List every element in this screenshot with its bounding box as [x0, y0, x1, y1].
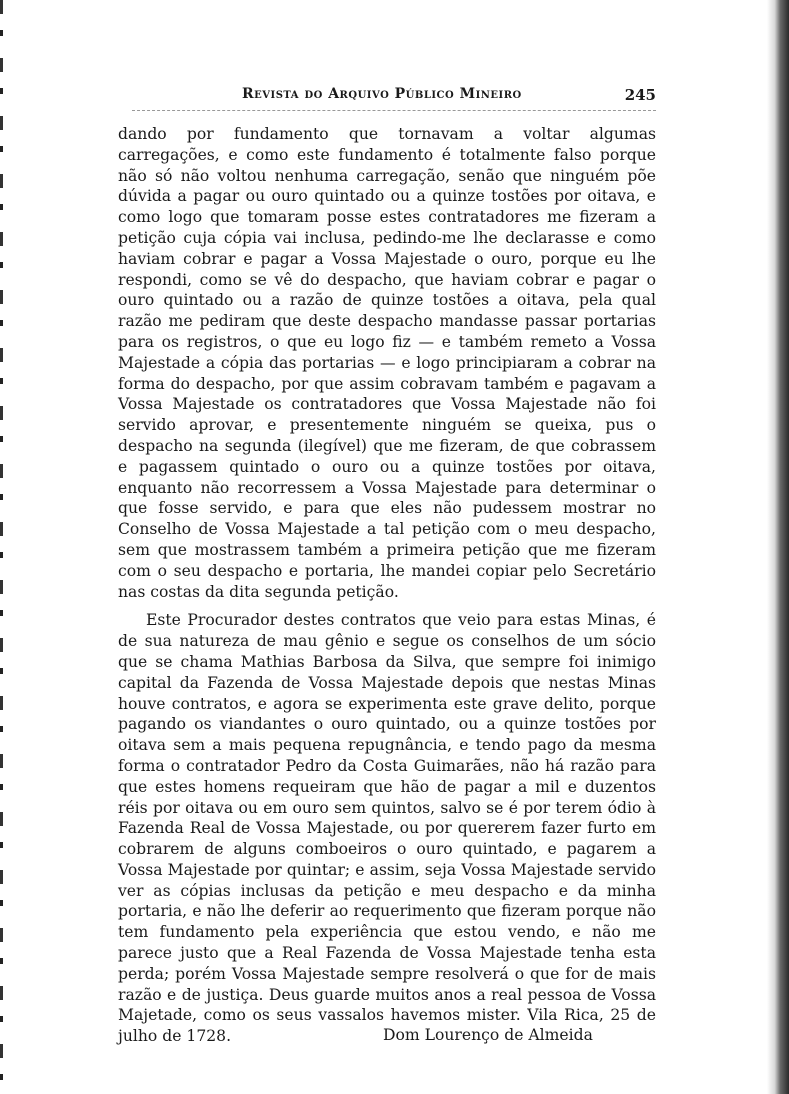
- body-text: [118, 124, 656, 1047]
- paragraph-1: dando por fundamento que tornavam a voltar algumas carregações, e como este fundamento é totalmente falso porque não só não voltou nenhuma carregação, senão que ninguém põe dúvida a pagar ou ouro quintado ou a quinze tostões por oitava, e como logo que tomaram posse estes contratadores me fizeram a petição cuja cópia vai inclusa, pedindo-me lhe declarasse e como haviam cobrar e pagar a Vossa Majestade o ouro, porque eu lhe respondi, como se vê do despacho, que haviam cobrar e pagar o ouro quintado ou a razão de quinze tostões a oitava, pela qual razão me pediram que deste despacho mandasse passar portarias para os registros, o que eu logo fiz — e também remeto a Vossa Majestade a cópia das portarias — e logo principiaram a cobrar na forma do despacho, por que assim cobravam também e pagavam a Vossa Majestade os contratadores que Vossa Majestade não foi servido aprovar, e presentemente ninguém se queixa, pus o despacho na segunda (ilegível) que me fizeram, de que cobrassem e pagassem quintado o ouro ou a quinze tostões por oitava, enquanto não recorressem a Vossa Majestade para determinar o que fosse servido, e para que eles não pudessem mostrar no Conselho de Vossa Majestade a tal petição com o meu despacho, sem que mostrassem também a primeira petição que me fizeram com o seu despacho e portaria, lhe mandei copiar pelo Secretário nas costas da dita segunda petição.: [118, 125, 656, 601]
- running-title: Revista do Arquivo Público Mineiro: [242, 86, 522, 102]
- paragraph-2: Este Procurador destes contratos que veio para estas Minas, é de sua natureza de mau gênio e segue os conselhos de um sócio que se chama Mathias Barbosa da Silva, que sempre foi inimigo capital da Fazenda de Vossa Majestade depois que nestas Minas houve contratos, e agora se experimenta este grave delito, porque pagando os viandantes o ouro quintado, ou a quinze tostões por oitava sem a mais pequena repugnância, e tendo pago da mesma forma o contratador Pedro da Costa Guimarães, não há razão para que estes homens requeiram que hão de pagar a mil e duzentos réis por oitava ou em ouro sem quintos, salvo se é por terem ódio à Fazenda Real de Vossa Majestade, ou por quererem fazer furto em cobrarem de alguns comboeiros o ouro quintado, e pagarem a Vossa Majestade por quintar; e assim, seja Vossa Majestade servido ver as cópias inclusas da petição e meu despacho e da minha portaria, e não lhe deferir ao requerimento que fizeram porque não tem fundamento pela experiência que estou vendo, e não me parece justo que a Real Fazenda de Vossa Majestade tenha esta perda; porém Vossa Majestade sempre resolverá o que for de mais razão e de justiça. Deus guarde muitos anos a real pessoa de Vossa Majetade, como os seus vassalos havemos mister. Vila Rica, 25 de julho de 1728.: [118, 611, 656, 1046]
- scan-left-edge: [0, 0, 3, 1094]
- scan-binding-shadow: [767, 0, 789, 1094]
- signature: Dom Lourenço de Almeida: [383, 1026, 593, 1044]
- header-rule: [132, 110, 656, 111]
- page-header: [132, 86, 656, 110]
- page-number: 245: [624, 86, 656, 104]
